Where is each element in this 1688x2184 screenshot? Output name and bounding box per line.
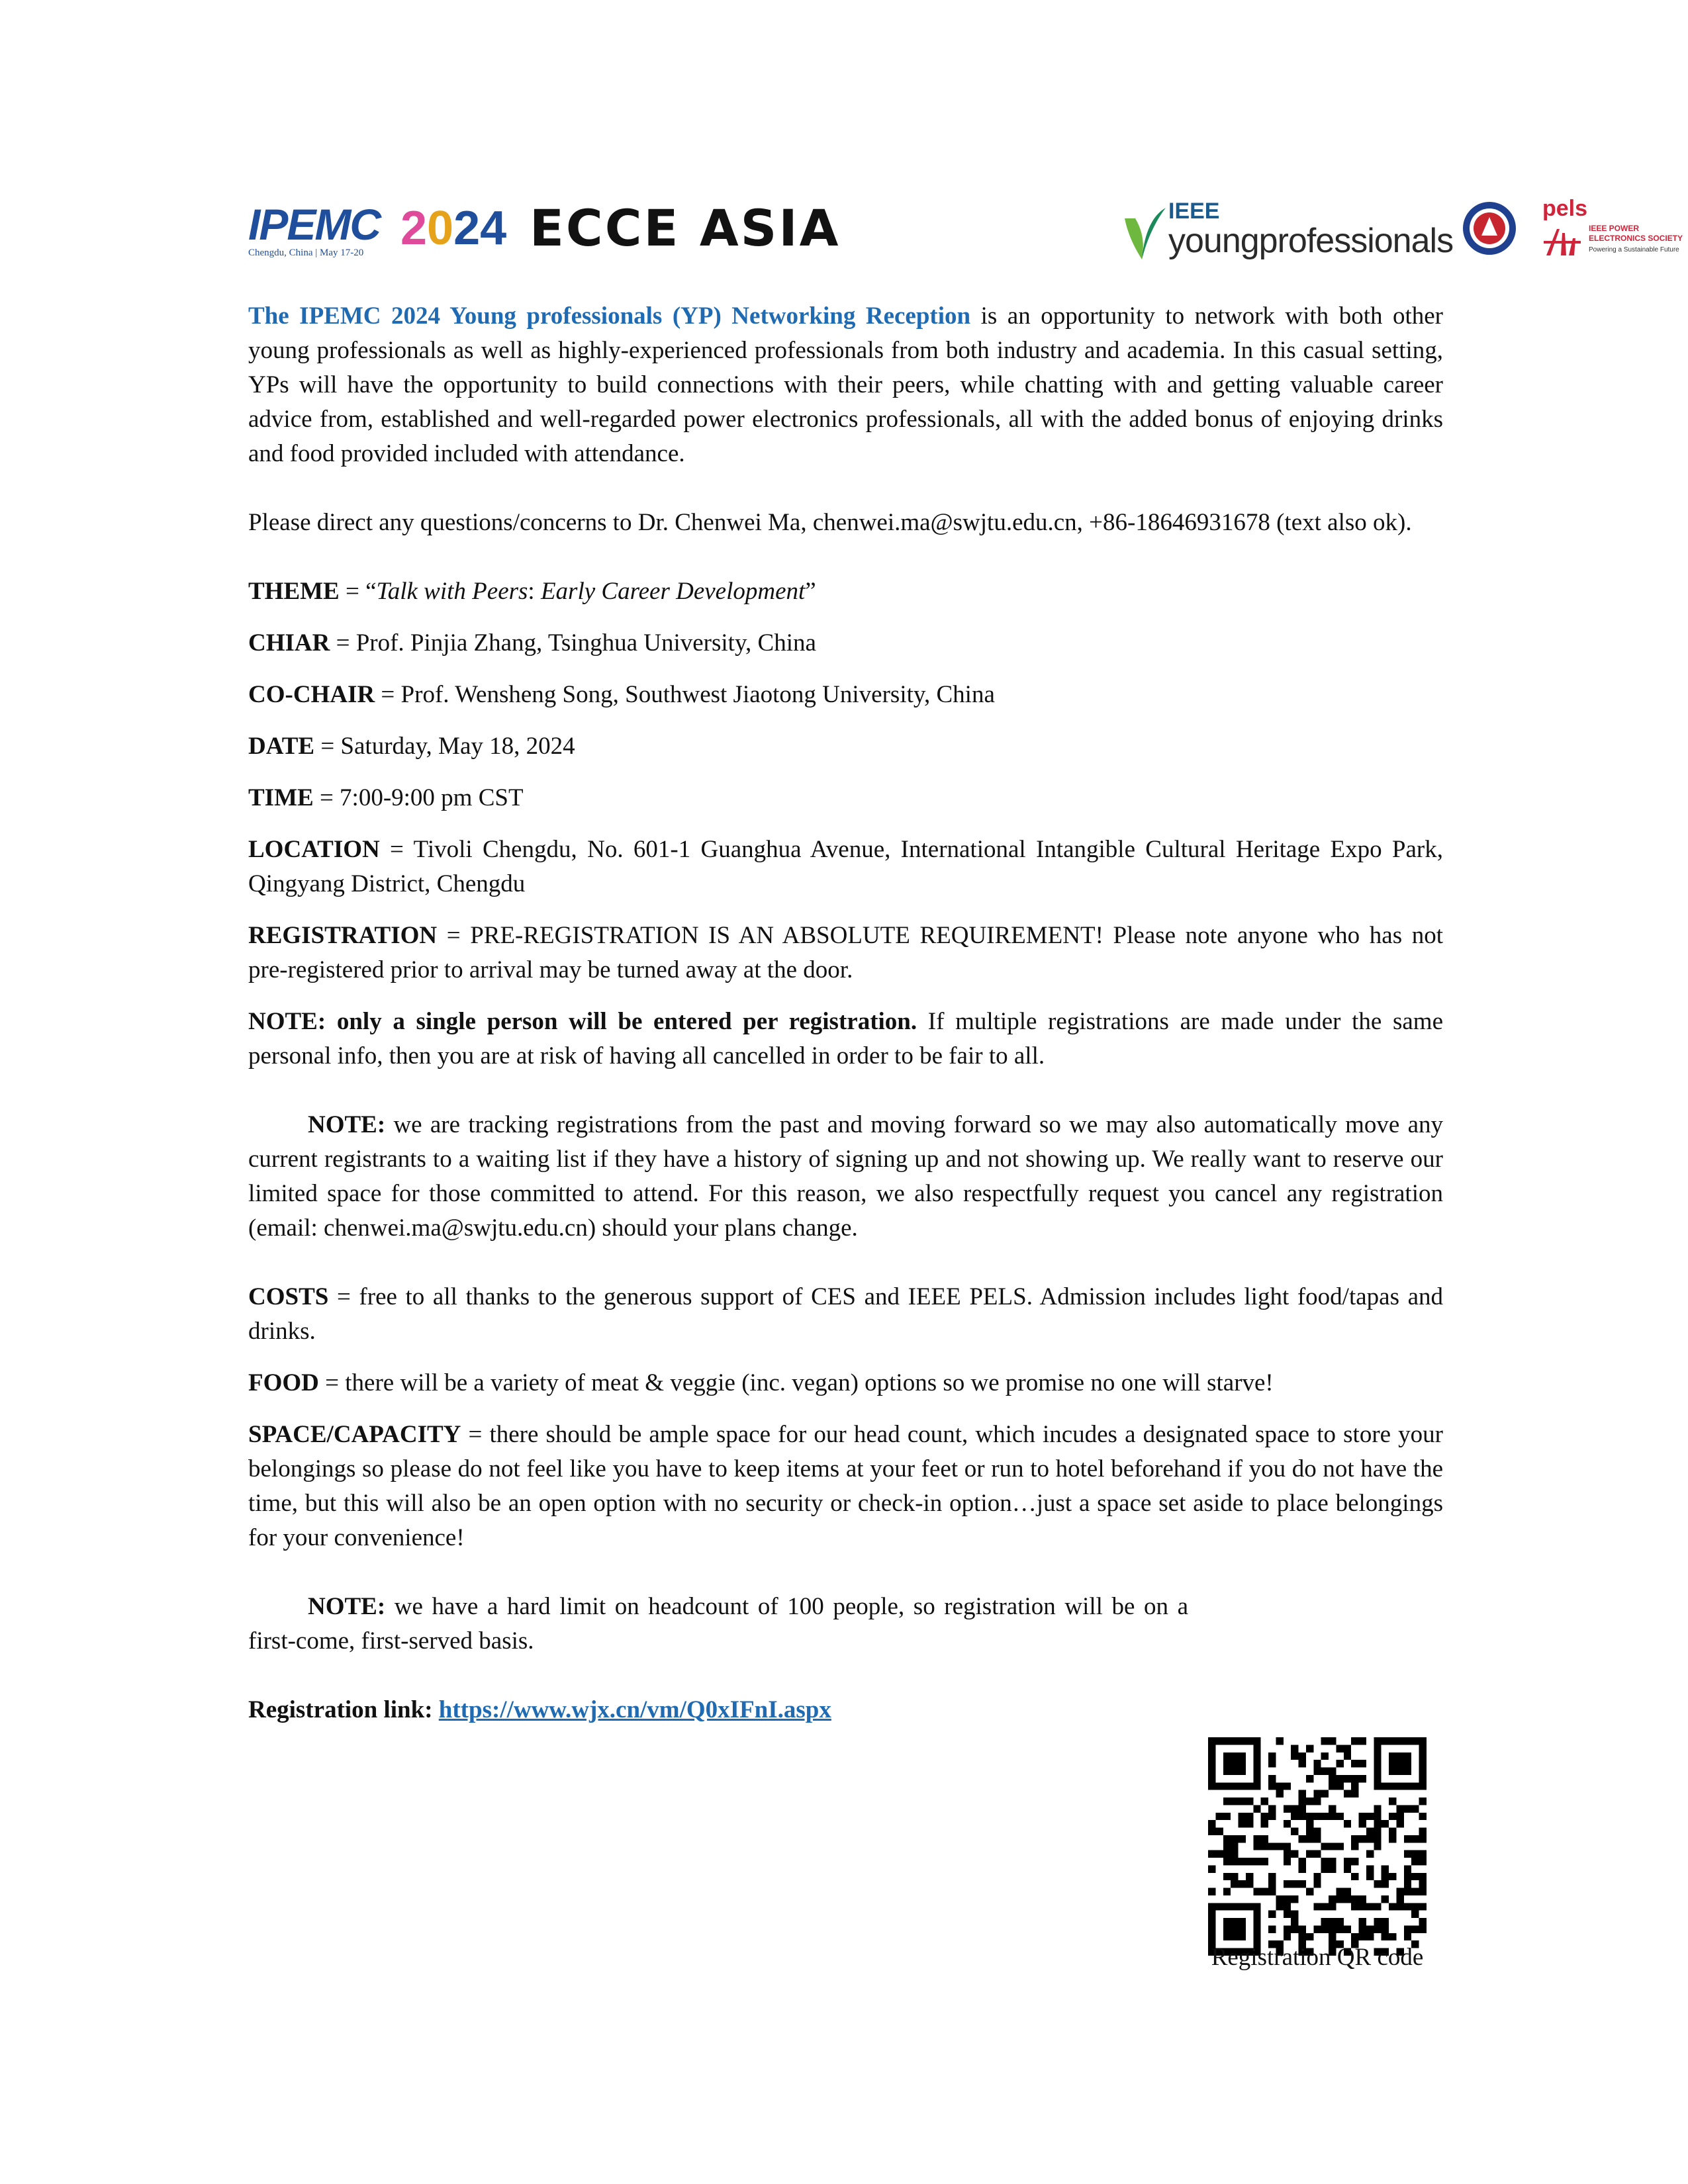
registration-value: = PRE-REGISTRATION IS AN ABSOLUTE REQUIREMENT! Please note anyone who has not pre-registered prior to arrival may be turned away at the door. [248, 922, 1443, 983]
pels-society-line-2: ELECTRONICS SOCIETY [1589, 234, 1683, 243]
registration-link-line [248, 1693, 1443, 1727]
food-line [248, 1366, 1443, 1400]
note-tracking [248, 1108, 1443, 1246]
registration-qr-code [1208, 1737, 1427, 1956]
ieee-pels-logo [1542, 192, 1688, 265]
note-single-person-text: If multiple registrations are made under the same personal info, then you are at risk of having all cancelled in order to be fair to all. [248, 1008, 1443, 1069]
yp-leaf-icon [1115, 192, 1168, 265]
date-value: = Saturday, May 18, 2024 [314, 733, 575, 760]
university-seal-icon [1460, 192, 1519, 265]
ipemc-logo [248, 192, 391, 265]
theme-open-quote: = “ [339, 578, 377, 605]
space-label: SPACE/CAPACITY [248, 1421, 461, 1448]
event-title: The IPEMC 2024 Young professionals (YP) Networking Reception [248, 302, 971, 330]
date-label: DATE [248, 733, 315, 760]
food-label: FOOD [248, 1369, 319, 1396]
time-line [248, 781, 1443, 815]
time-value: = 7:00-9:00 pm CST [313, 784, 524, 811]
intro-text: is an opportunity to network with both other young professionals as well as highly-experienced professionals from both industry and academia. In this casual setting, YPs will have the opportunity to build connections with their peers, while chatting with and getting valuable career advice from, established and well-regarded power electronics professionals, all with the added bonus of enjoying drinks and food provided included with attendance. [248, 302, 1443, 467]
cochair-line [248, 678, 1443, 712]
contact-paragraph: Please direct any questions/concerns to Dr. Chenwei Ma, chenwei.ma@swjtu.edu.cn, +86-18646931678 (text also ok). [248, 509, 1412, 536]
pels-society-name [1589, 224, 1683, 244]
space-line [248, 1418, 1443, 1555]
food-value: = there will be a variety of meat & veggie (inc. vegan) options so we promise no one will starve! [318, 1369, 1274, 1396]
note-headcount-label: NOTE: [308, 1593, 386, 1620]
year-2024-logo [400, 192, 513, 265]
theme-close-quote: ” [805, 578, 816, 605]
cochair-value: = Prof. Wensheng Song, Southwest Jiaotong University, China [375, 681, 995, 708]
date-line [248, 729, 1443, 764]
ipemc-logo-text: IPEMC [248, 200, 381, 249]
ecce-asia-logo: ECCE ASIA [530, 199, 841, 257]
costs-value: = free to all thanks to the generous support of CES and IEEE PELS. Admission includes light food/tapas and drinks. [248, 1283, 1443, 1345]
location-value: = Tivoli Chengdu, No. 601-1 Guanghua Avenue, International Intangible Cultural Heritage Expo Park, Qingyang District, Chengdu [248, 836, 1443, 897]
registration-link[interactable]: https://www.wjx.cn/vm/Q0xIFnI.aspx [438, 1696, 831, 1723]
theme-line [248, 574, 1443, 609]
note-tracking-text: we are tracking registrations from the past and moving forward so we may also automatically move any current registrants to a waiting list if they have a history of signing up and not showing up. We really want to reserve our limited space for those committed to attend. For this reason, we also respectfully request you cancel any registration (email: chenwei.ma@swjtu.edu.cn) should your plans change. [248, 1111, 1443, 1242]
note-headcount [248, 1590, 1188, 1659]
location-label: LOCATION [248, 836, 380, 863]
ieee-young-professionals-logo [1168, 192, 1460, 265]
intro-paragraph [248, 299, 1443, 471]
chair-value: = Prof. Pinjia Zhang, Tsinghua University, China [330, 629, 816, 657]
theme-label: THEME [248, 578, 340, 605]
qr-code-caption: Registration QR code [1211, 1944, 1424, 1971]
year-digit-1: 2 [400, 202, 428, 255]
space-value: = there should be ample space for our head count, which incudes a designated space to store your belongings so please do not feel like you have to keep items at your feet or run to hotel beforehand if you do not have the time, but this will also be an open option with no security or check-in option…just a space set aside to place belongings for your convenience! [248, 1421, 1443, 1551]
cochair-label: CO-CHAIR [248, 681, 375, 708]
theme-title-part-1: Talk with Peers [376, 578, 528, 605]
sponsor-logo-strip [248, 192, 1683, 265]
theme-title-part-2: Early Career Development [540, 578, 806, 605]
yp-text: youngprofessionals [1168, 222, 1454, 260]
location-line [248, 833, 1443, 901]
document-page [248, 192, 1683, 1727]
pels-tagline: Powering a Sustainable Future [1589, 246, 1679, 253]
note-single-person [248, 1005, 1443, 1073]
pels-society-line-1: IEEE POWER [1589, 224, 1640, 233]
theme-colon: : [528, 578, 541, 605]
costs-line [248, 1280, 1443, 1349]
year-digit-2: 0 [427, 202, 454, 255]
note-headcount-text: we have a hard limit on headcount of 100 people, so registration will be on a first-come, first-served basis. [248, 1593, 1188, 1655]
registration-line [248, 919, 1443, 987]
yp-ieee-text: IEEE [1168, 199, 1220, 224]
ipemc-logo-subtitle: Chengdu, China | May 17-20 [248, 248, 364, 258]
note-tracking-label: NOTE: [308, 1111, 386, 1138]
registration-label: REGISTRATION [248, 922, 438, 949]
registration-link-label: Registration link: [248, 1696, 439, 1723]
chair-label: CHIAR [248, 629, 330, 657]
pels-wordmark: pels [1542, 196, 1588, 221]
year-digits-rest: 24 [453, 202, 507, 255]
costs-label: COSTS [248, 1283, 329, 1310]
time-label: TIME [248, 784, 314, 811]
pels-tower-icon [1542, 225, 1583, 258]
chair-line [248, 626, 1443, 660]
note-single-person-label: NOTE: only a single person will be entered per registration. [248, 1008, 917, 1035]
